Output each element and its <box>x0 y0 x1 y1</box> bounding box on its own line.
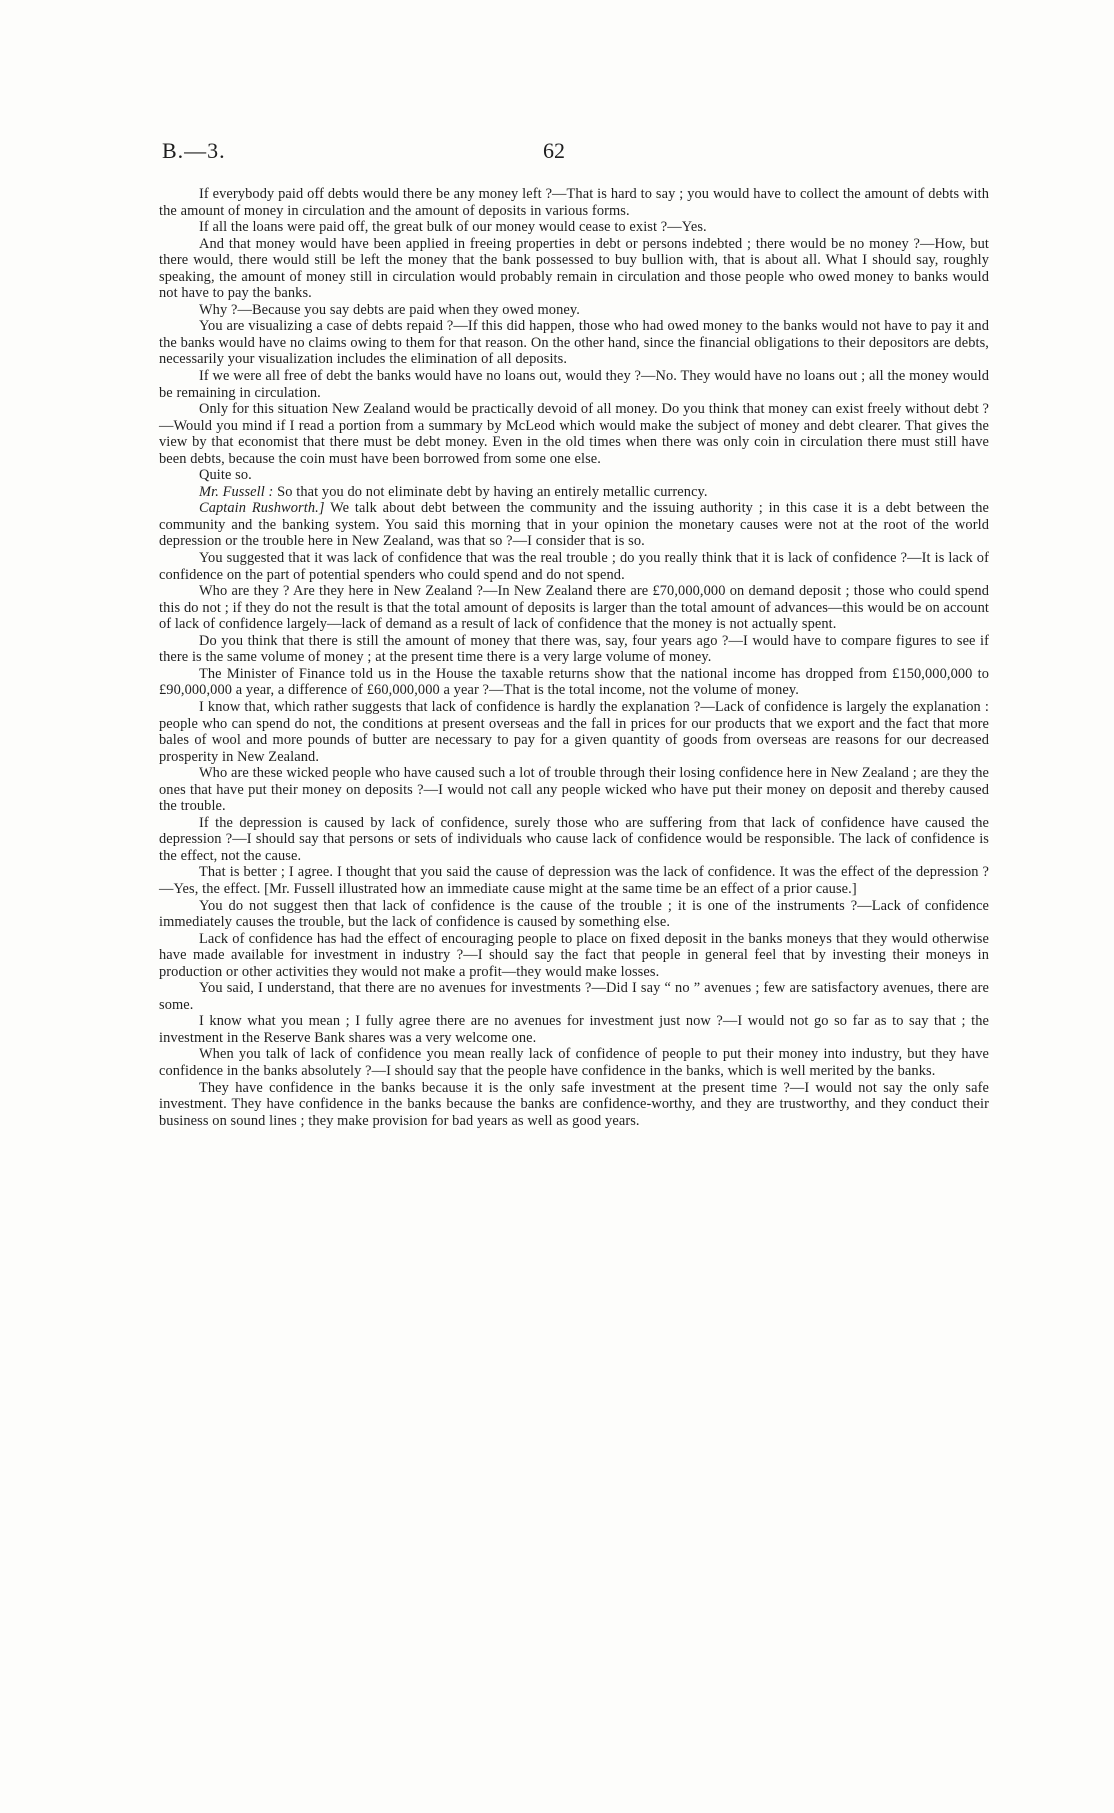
paragraph: Who are these wicked people who have caused such a lot of trouble through their losing confidence here in New Zealand ; are they the ones that have put their money on deposits ?—I would not call any people wicked who have put their money on deposit and thereby caused the trouble. <box>159 765 989 815</box>
paragraph: When you talk of lack of confidence you mean really lack of confidence of people to put their money into industry, but they have confidence in the banks absolutely ?—I should say that the people have confidence in the banks, which is well merited by the banks. <box>159 1046 989 1079</box>
paragraph: If all the loans were paid off, the great bulk of our money would cease to exist ?—Yes. <box>199 219 707 236</box>
paragraph: Who are they ? Are they here in New Zealand ?—In New Zealand there are £70,000,000 on demand deposit ; those who could spend this do not ; if they do not the result is that the total amount of deposits is larger than the total amount of advances—this would be on account of lack of confidence largely—lack of demand as a result of lack of confidence that the money is not actually spent. <box>159 583 989 633</box>
paragraph: Mr. Fussell : So that you do not eliminate debt by having an entirely metallic currency. <box>199 483 708 500</box>
speaker-label: Mr. Fussell : <box>199 483 274 500</box>
paragraph: I know that, which rather suggests that lack of confidence is hardly the explanation ?—Lack of confidence is largely the explanation : people who can spend do not, the conditions at present overseas and the fall in prices for our products that we export and the fact that more bales of wool and more pounds of butter are necessary to pay for a given quantity of goods from overseas are reasons for our decreased prosperity in New Zealand. <box>159 698 989 765</box>
paragraph: If we were all free of debt the banks would have no loans out, would they ?—No. They would have no loans out ; all the money would be remaining in circulation. <box>159 368 989 401</box>
paragraph: Quite so. <box>199 467 252 484</box>
paragraph: And that money would have been applied in freeing properties in debt or persons indebted ; there would be no money ?—How, but there would, there would still be left the money that the bank possessed to buy bullion with, that is about all. What I should say, roughly speaking, the amount of money still in circulation would probably remain in circulation and those people who owed money to banks would not have to pay the banks. <box>159 235 989 302</box>
paragraph: You suggested that it was lack of confidence that was the real trouble ; do you really think that it is lack of confidence ?—It is lack of confidence on the part of potential spenders who could spend and do not spend. <box>159 550 989 583</box>
paragraph: Only for this situation New Zealand would be practically devoid of all money. Do you think that money can exist freely without debt ?—Would you mind if I read a portion from a summary by McLeod which would make the subject of money and debt clearer. That gives the view by that economist that there must be debt money. Even in the old times when there was only coin in circulation there must still have been debts, because the coin must have been borrowed from some one else. <box>159 401 989 467</box>
body-text <box>159 186 989 1129</box>
document-reference: B.—3. <box>162 138 226 163</box>
paragraph: You do not suggest then that lack of confidence is the cause of the trouble ; it is one of the instruments ?—Lack of confidence immediately causes the trouble, but the lack of confidence is caused by something else. <box>159 897 989 931</box>
paragraph: You are visualizing a case of debts repaid ?—If this did happen, those who had owed money to the banks would not have to pay it and the banks would have no claims owing to them for that reason. On the other hand, since the financial obligations to their depositors are debts, necessarily your visualization includes the elimination of all deposits. <box>159 318 989 368</box>
page-number: 62 <box>543 138 565 163</box>
paragraph: You said, I understand, that there are no avenues for investments ?—Did I say “ no ” avenues ; few are satisfactory avenues, there are some. <box>159 980 989 1013</box>
paragraph: If everybody paid off debts would there be any money left ?—That is hard to say ; you would have to collect the amount of debts with the amount of money in circulation and the amount of deposits in various forms. <box>159 186 989 219</box>
paragraph: The Minister of Finance told us in the House the taxable returns show that the national income has dropped from £150,000,000 to £90,000,000 a year, a difference of £60,000,000 a year ?—That is the total income, not the volume of money. <box>159 665 989 699</box>
paragraph: Captain Rushworth.] We talk about debt between the community and the issuing authority ; in this case it is a debt between the community and the banking system. You said this morning that in your opinion the monetary causes were not at the root of the world depression or the trouble here in New Zealand, was that so ?—I consider that is so. <box>159 500 989 550</box>
paragraph: They have confidence in the banks because it is the only safe investment at the present time ?—I would not say the only safe investment. They have confidence in the banks because the banks are confidence-worthy, and they are trustworthy, and they conduct their business on sound lines ; they make provision for bad years as well as good years. <box>159 1079 989 1129</box>
paragraph: I know what you mean ; I fully agree there are no avenues for investment just now ?—I would not go so far as to say that ; the investment in the Reserve Bank shares was a very welcome one. <box>159 1013 989 1046</box>
speaker-label: Captain Rushworth.] <box>199 500 325 517</box>
paragraph: Lack of confidence has had the effect of encouraging people to place on fixed deposit in the banks moneys that they would otherwise have made available for investment in industry ?—I should say the fact that people in general feel that by investing their moneys in production or other activities they would not make a profit—they would make losses. <box>159 930 989 980</box>
paragraph: Do you think that there is still the amount of money that there was, say, four years ago ?—I would have to compare figures to see if there is the same volume of money ; at the present time there is a very large volume of money. <box>159 632 989 666</box>
paragraph: That is better ; I agree. I thought that you said the cause of depression was the lack of confidence. It was the effect of the depression ?—Yes, the effect. [Mr. Fussell illustrated how an immediate cause might at the same time be an effect of a prior cause.] <box>159 864 989 897</box>
paragraph: Why ?—Because you say debts are paid when they owed money. <box>199 301 580 318</box>
paragraph: If the depression is caused by lack of confidence, surely those who are suffering from that lack of confidence have caused the depression ?—I should say that persons or sets of individuals who cause lack of confidence would be responsible. The lack of confidence is the effect, not the cause. <box>159 814 989 864</box>
